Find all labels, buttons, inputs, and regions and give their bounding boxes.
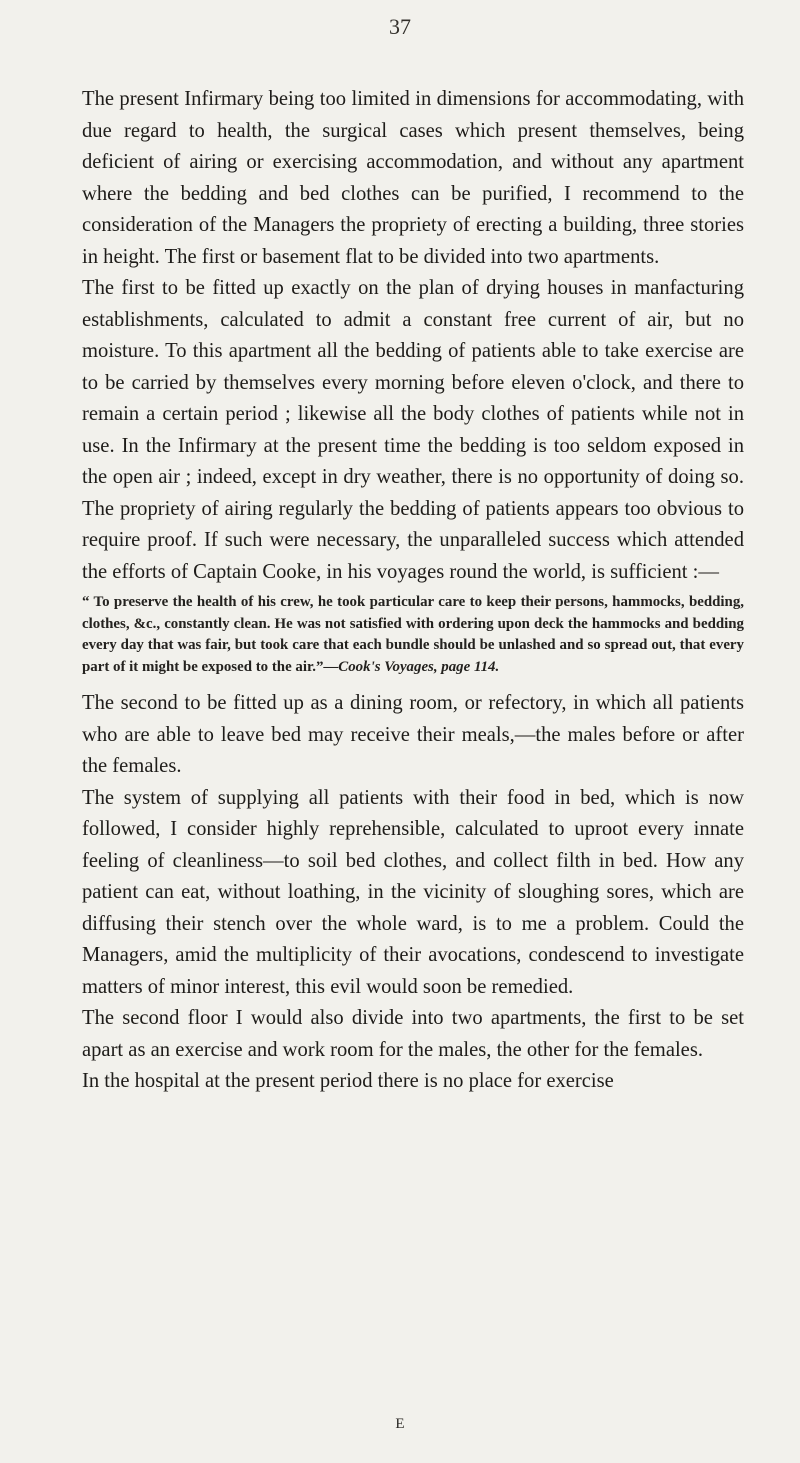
block-quote (82, 592, 744, 678)
quote-text: “ To preserve the health of his crew, he took particular care to keep their persons, hammocks, bedding, clothes, &c., constantly clean. He was not satisfied with ordering upon deck the hammocks and bedding every day that was fair, but took care that each bundle should be unlashed and so spread out, that every part of it might be exposed to the air.”— (82, 594, 744, 675)
paragraph-5: The second floor I would also divide into two apartments, the first to be set apart as an exercise and work room for the males, the other for the females. (82, 1007, 744, 1061)
quote-source: Cook's Voyages, page 114. (338, 658, 500, 675)
paragraph-2: The first to be fitted up exactly on the plan of drying houses in manfacturing establishments, calculated to admit a constant free current of air, but no moisture. To this apartment all the bedding of patients able to take exercise are to be carried by themselves every morning before eleven o'clock, and there to remain a certain period ; likewise all the body clothes of patients while not in use. In the Infirmary at the present time the bedding is too seldom exposed in the open air ; indeed, except in dry weather, there is no opportunity of doing so. The propriety of airing regularly the bedding of patients appears too obvious to require proof. If such were necessary, the unparalleled success which attended the efforts of Captain Cooke, in his voyages round the world, is sufficient :— (82, 277, 744, 583)
paragraph-3: The second to be fitted up as a dining room, or refectory, in which all patients who are able to leave bed may receive their meals,—the males before or after the females. (82, 692, 744, 777)
paragraph-6: In the hospital at the present period there is no place for exercise (82, 1070, 614, 1092)
paragraph-1: The present Infirmary being too limited in dimensions for accommodating, with due regard to health, the surgical cases which present themselves, being deficient of airing or exercising accommodation, and without any apartment where the bedding and bed clothes can be purified, I recommend to the consideration of the Managers the propriety of erecting a building, three stories in height. The first or basement flat to be divided into two apartments. (82, 88, 744, 268)
paragraph-4: The system of supplying all patients with their food in bed, which is now followed, I consider highly reprehensible, calculated to uproot every innate feeling of cleanliness—to soil bed clothes, and collect filth in bed. How any patient can eat, without loathing, in the vicinity of sloughing sores, which are diffusing their stench over the whole ward, is to me a problem. Could the Managers, amid the multiplicity of their avocations, condescend to investigate matters of minor interest, this evil would soon be remedied. (82, 786, 744, 998)
signature-mark: E (395, 1416, 405, 1432)
body-text (82, 84, 744, 1098)
page-number: 37 (389, 14, 411, 39)
